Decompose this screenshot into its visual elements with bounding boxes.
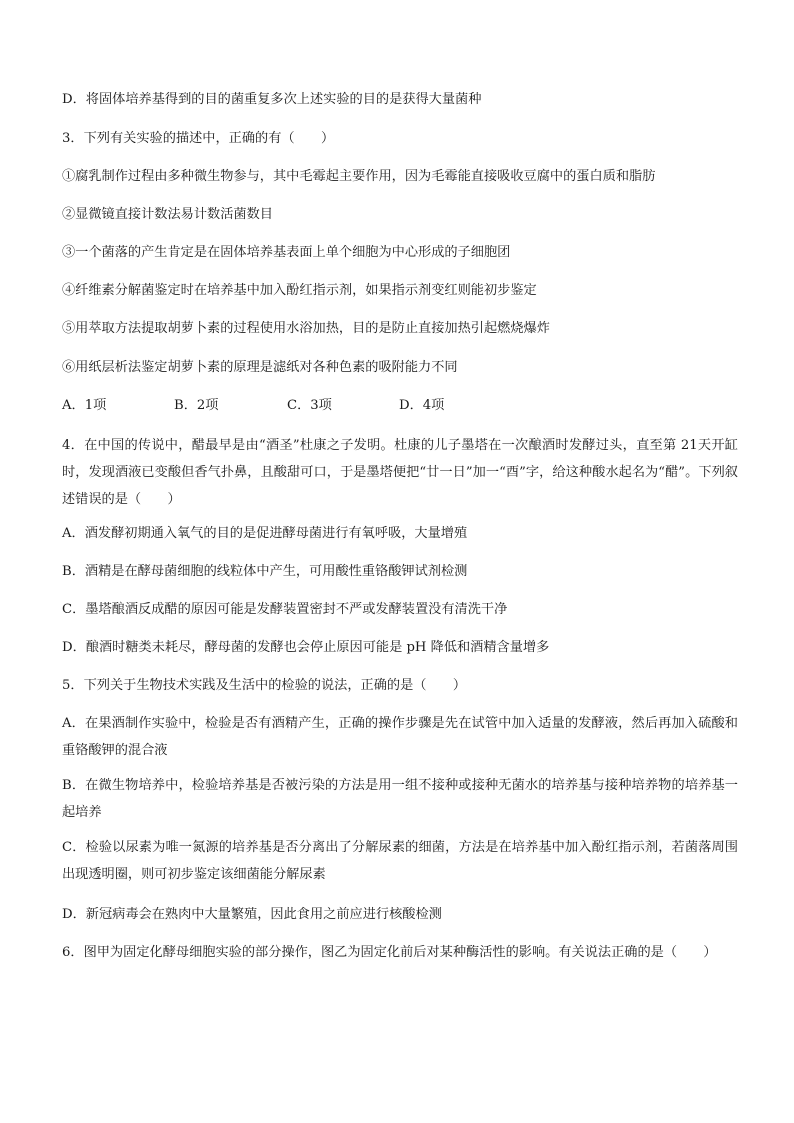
q3-statement-4: ④纤维素分解菌鉴定时在培养基中加入酚红指示剂，如果指示剂变红则能初步鉴定 xyxy=(62,283,537,298)
q4-option-b: B．酒精是在酵母菌细胞的线粒体中产生，可用酸性重铬酸钾试剂检测 xyxy=(62,564,468,579)
q4-option-c: C．墨塔酿酒反成醋的原因可能是发酵装置密封不严或发酵装置没有清洗干净 xyxy=(62,602,508,617)
q3-statement-5: ⑤用萃取方法提取胡萝卜素的过程使用水浴加热，目的是防止直接加热引起燃烧爆炸 xyxy=(62,321,550,336)
q5-option-b: B．在微生物培养中，检验培养基是否被污染的方法是用一组不接种或接种无菌水的培养基与接种培养物的培养基一起培养 xyxy=(62,778,738,820)
q3-option-c: C．3项 xyxy=(287,398,332,413)
q3-stem: 3．下列有关实验的描述中，正确的有（ ） xyxy=(62,131,335,146)
q4-option-a: A．酒发酵初期通入氧气的目的是促进酵母菌进行有氧呼吸，大量增殖 xyxy=(62,526,468,541)
q3-statement-2: ②显微镜直接计数法易计数活菌数目 xyxy=(62,207,273,222)
q5-stem: 5．下列关于生物技术实践及生活中的检验的说法，正确的是（ ） xyxy=(62,678,467,693)
q4-stem: 4．在中国的传说中，醋最早是由“酒圣”杜康之子发明。杜康的儿子墨塔在一次酿酒时发酵过头，直至第 21天开缸时，发现酒液已变酸但香气扑鼻，且酸甜可口，于是墨塔便把“廿一日”加一“酉”字，给这种酸水起名为“醋”。下列叙述错误的是（ ） xyxy=(62,438,738,507)
q4-option-d: D．酿酒时糖类未耗尽，酵母菌的发酵也会停止原因可能是 pH 降低和酒精含量增多 xyxy=(62,640,550,655)
q3-statement-3: ③一个菌落的产生肯定是在固体培养基表面上单个细胞为中心形成的子细胞团 xyxy=(62,245,511,260)
q6-stem: 6．图甲为固定化酵母细胞实验的部分操作，图乙为固定化前后对某种酶活性的影响。有关说法正确的是（ ） xyxy=(62,945,717,960)
q3-option-a: A．1项 xyxy=(62,398,107,413)
q5-option-a: A．在果酒制作实验中，检验是否有酒精产生，正确的操作步骤是先在试管中加入适量的发酵液，然后再加入硫酸和重铬酸钾的混合液 xyxy=(62,716,738,758)
q5-option-c: C．检验以尿素为唯一氮源的培养基是否分离出了分解尿素的细菌，方法是在培养基中加入酚红指示剂，若菌落周围出现透明圈，则可初步鉴定该细菌能分解尿素 xyxy=(62,840,738,882)
q3-option-d: D．4项 xyxy=(399,398,445,413)
q3-option-b: B．2项 xyxy=(174,398,219,413)
q2-option-d: D．将固体培养基得到的目的菌重复多次上述实验的目的是获得大量菌种 xyxy=(62,92,482,107)
q3-statement-1: ①腐乳制作过程由多种微生物参与，其中毛霉起主要作用，因为毛霉能直接吸收豆腐中的蛋白质和脂肪 xyxy=(62,169,656,184)
q3-statement-6: ⑥用纸层析法鉴定胡萝卜素的原理是滤纸对各种色素的吸附能力不同 xyxy=(62,360,458,375)
q5-option-d: D．新冠病毒会在熟肉中大量繁殖，因此食用之前应进行核酸检测 xyxy=(62,907,442,922)
